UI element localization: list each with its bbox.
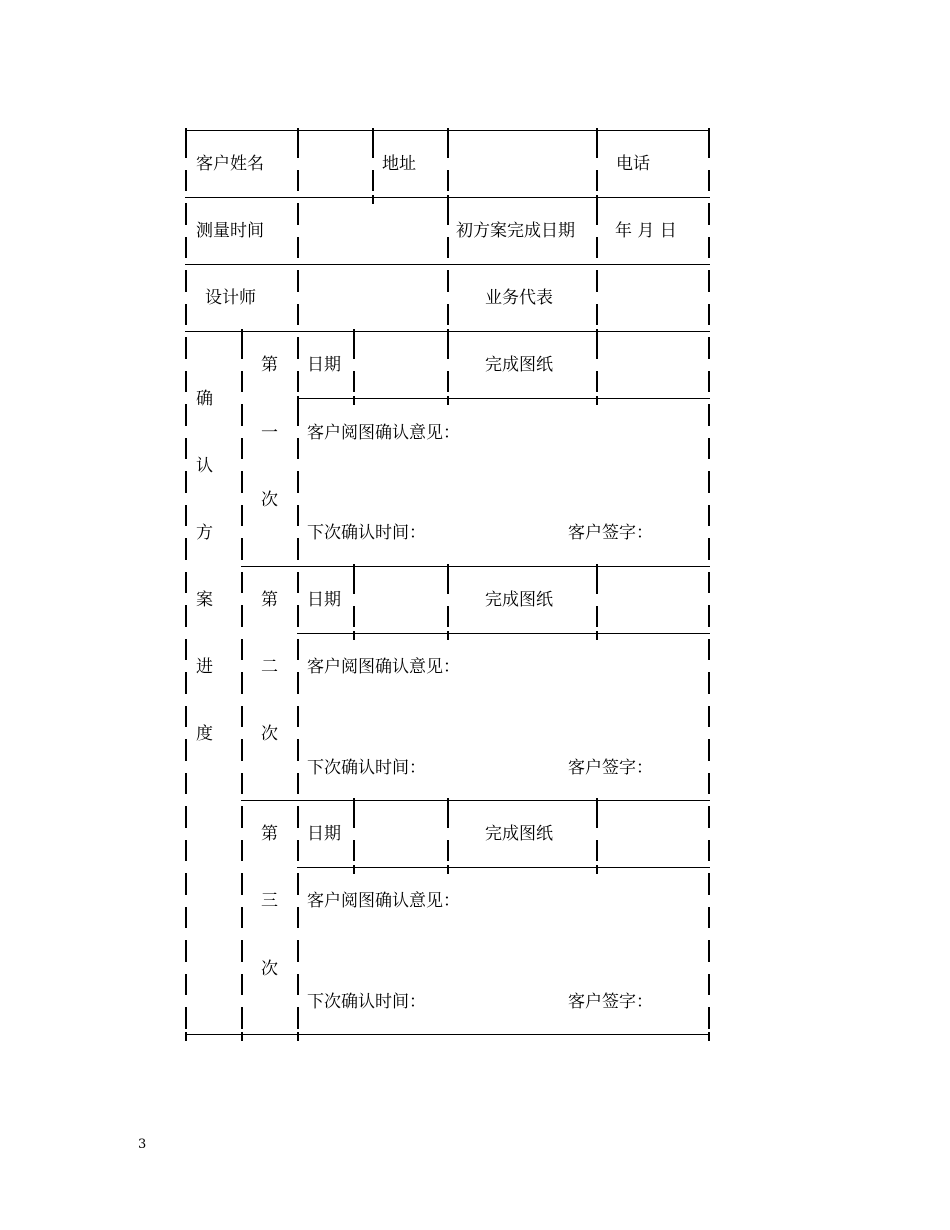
- table-rule-vertical: [596, 136, 598, 158]
- table-rule-joint: [447, 798, 449, 807]
- table-rule-vertical: [447, 270, 449, 292]
- table-rule-vertical: [596, 606, 598, 627]
- table-rule-vertical: [241, 873, 243, 895]
- table-rule-joint: [353, 396, 355, 405]
- table-rule-vertical: [241, 672, 243, 694]
- table-rule-vertical: [241, 438, 243, 459]
- table-rule-vertical: [297, 505, 299, 526]
- table-rule-joint: [353, 631, 355, 640]
- table-rule-vertical: [447, 304, 449, 325]
- table-rule-vertical: [353, 572, 355, 594]
- table-rule-joint: [447, 865, 449, 874]
- progress-label-char: 度: [196, 724, 213, 744]
- round-char: 三: [261, 891, 278, 911]
- table-rule-horizontal: [297, 633, 710, 634]
- table-rule-vertical: [708, 270, 710, 292]
- table-rule-vertical: [185, 706, 187, 727]
- table-rule-vertical: [353, 806, 355, 828]
- table-rule-vertical: [297, 739, 299, 761]
- table-rule-joint: [297, 128, 299, 137]
- table-rule-vertical: [708, 438, 710, 459]
- table-rule-vertical: [297, 639, 299, 660]
- table-rule-joint: [297, 396, 299, 405]
- table-rule-vertical: [708, 304, 710, 325]
- date-label: 日期: [307, 590, 341, 610]
- table-rule-vertical: [708, 639, 710, 660]
- table-rule-vertical: [372, 136, 374, 158]
- table-rule-vertical: [708, 203, 710, 225]
- table-rule-vertical: [297, 170, 299, 191]
- date-label: 日期: [307, 824, 341, 844]
- table-rule-vertical: [297, 136, 299, 158]
- table-rule-vertical: [241, 572, 243, 593]
- table-rule-vertical: [241, 739, 243, 761]
- table-rule-vertical: [708, 572, 710, 593]
- table-rule-vertical: [297, 237, 299, 258]
- table-rule-vertical: [185, 806, 187, 828]
- table-rule-horizontal: [185, 264, 710, 265]
- table-rule-joint: [596, 631, 598, 640]
- progress-label-char: 方: [196, 523, 213, 543]
- table-rule-vertical: [447, 840, 449, 861]
- table-rule-joint: [447, 631, 449, 640]
- table-rule-vertical: [297, 773, 299, 794]
- signature-label: 客户签字：: [568, 992, 653, 1012]
- table-rule-joint: [596, 396, 598, 405]
- table-rule-joint: [596, 195, 598, 204]
- next-time-label: 下次确认时间：: [307, 758, 426, 778]
- table-rule-joint: [596, 329, 598, 338]
- table-rule-vertical: [241, 806, 243, 828]
- table-rule-vertical: [185, 1007, 187, 1029]
- table-rule-vertical: [241, 371, 243, 392]
- opinion-label: 客户阅图确认意见：: [307, 657, 460, 677]
- next-time-label: 下次确认时间：: [307, 992, 426, 1012]
- table-rule-vertical: [185, 605, 187, 627]
- table-rule-vertical: [353, 840, 355, 861]
- table-rule-horizontal: [185, 1034, 710, 1035]
- table-rule-vertical: [241, 471, 243, 493]
- table-rule-vertical: [241, 940, 243, 962]
- progress-label-char: 确: [196, 389, 213, 409]
- table-rule-vertical: [241, 706, 243, 727]
- table-rule-vertical: [185, 270, 187, 292]
- date-label: 日期: [307, 355, 341, 375]
- table-rule-vertical: [447, 606, 449, 627]
- table-rule-vertical: [297, 940, 299, 962]
- table-rule-vertical: [185, 974, 187, 995]
- table-rule-vertical: [185, 739, 187, 761]
- table-rule-joint: [447, 564, 449, 573]
- table-rule-vertical: [596, 304, 598, 325]
- next-time-label: 下次确认时间：: [307, 523, 426, 543]
- opinion-label: 客户阅图确认意见：: [307, 891, 460, 911]
- table-rule-joint: [372, 128, 374, 137]
- round-char: 次: [261, 724, 278, 744]
- round-char: 次: [261, 490, 278, 510]
- table-rule-joint: [708, 1032, 710, 1041]
- table-rule-vertical: [708, 907, 710, 928]
- date-placeholder: 年 月 日: [615, 221, 677, 241]
- signature-label: 客户签字：: [568, 758, 653, 778]
- table-rule-vertical: [596, 371, 598, 392]
- table-rule-vertical: [596, 840, 598, 861]
- table-rule-vertical: [297, 672, 299, 694]
- table-rule-vertical: [708, 773, 710, 794]
- table-rule-vertical: [297, 572, 299, 593]
- drawing-label: 完成图纸: [485, 590, 553, 610]
- table-rule-vertical: [185, 371, 187, 392]
- table-rule-vertical: [241, 974, 243, 995]
- table-rule-joint: [447, 195, 449, 204]
- table-rule-vertical: [447, 170, 449, 191]
- round-char: 二: [261, 657, 278, 677]
- table-rule-horizontal: [241, 800, 710, 801]
- table-rule-vertical: [353, 371, 355, 392]
- table-rule-vertical: [708, 605, 710, 627]
- table-rule-vertical: [708, 170, 710, 191]
- table-rule-joint: [372, 195, 374, 204]
- table-rule-vertical: [353, 337, 355, 359]
- table-rule-vertical: [596, 270, 598, 292]
- table-rule-vertical: [241, 538, 243, 560]
- table-rule-vertical: [185, 304, 187, 325]
- table-rule-joint: [241, 329, 243, 338]
- table-rule-vertical: [708, 404, 710, 426]
- table-rule-vertical: [708, 806, 710, 828]
- table-rule-vertical: [708, 538, 710, 560]
- table-rule-vertical: [596, 237, 598, 258]
- table-rule-vertical: [447, 337, 449, 359]
- page-number: 3: [138, 1137, 147, 1152]
- table-rule-vertical: [596, 572, 598, 594]
- table-rule-vertical: [185, 136, 187, 158]
- table-rule-vertical: [297, 840, 299, 861]
- table-rule-vertical: [185, 940, 187, 962]
- table-rule-vertical: [708, 873, 710, 895]
- designer-label: 设计师: [205, 288, 256, 308]
- table-rule-vertical: [185, 337, 187, 359]
- table-rule-vertical: [185, 639, 187, 660]
- table-rule-vertical: [297, 371, 299, 392]
- table-rule-vertical: [297, 471, 299, 493]
- table-rule-vertical: [297, 337, 299, 359]
- table-rule-vertical: [241, 639, 243, 660]
- table-rule-vertical: [185, 773, 187, 794]
- table-rule-vertical: [185, 203, 187, 225]
- progress-label-char: 认: [196, 456, 213, 476]
- table-rule-joint: [297, 1032, 299, 1041]
- round-char: 次: [261, 959, 278, 979]
- table-rule-vertical: [185, 873, 187, 895]
- table-rule-vertical: [297, 538, 299, 560]
- measure-time-label: 测量时间: [196, 221, 264, 241]
- table-rule-horizontal: [241, 566, 710, 567]
- table-rule-vertical: [297, 304, 299, 325]
- table-rule-vertical: [708, 1007, 710, 1029]
- drawing-label: 完成图纸: [485, 824, 553, 844]
- table-rule-vertical: [596, 806, 598, 828]
- table-rule-horizontal: [297, 867, 710, 868]
- table-rule-vertical: [297, 270, 299, 292]
- table-rule-vertical: [447, 371, 449, 392]
- phone-label: 电话: [616, 154, 650, 174]
- table-rule-vertical: [185, 672, 187, 694]
- round-char: 第: [261, 355, 278, 375]
- table-rule-vertical: [708, 840, 710, 861]
- table-rule-vertical: [185, 572, 187, 593]
- table-rule-vertical: [708, 136, 710, 158]
- table-rule-horizontal: [297, 398, 710, 399]
- table-rule-vertical: [708, 706, 710, 727]
- table-rule-vertical: [185, 237, 187, 258]
- table-rule-joint: [185, 1032, 187, 1041]
- table-rule-vertical: [185, 907, 187, 928]
- table-rule-vertical: [297, 203, 299, 225]
- table-rule-vertical: [185, 404, 187, 426]
- table-rule-vertical: [708, 237, 710, 258]
- table-rule-joint: [353, 564, 355, 573]
- table-rule-vertical: [297, 1007, 299, 1029]
- table-rule-vertical: [297, 907, 299, 928]
- table-rule-vertical: [708, 739, 710, 761]
- table-rule-vertical: [447, 572, 449, 594]
- table-rule-vertical: [372, 170, 374, 191]
- table-rule-vertical: [708, 974, 710, 995]
- progress-label-char: 案: [196, 590, 213, 610]
- table-rule-joint: [241, 1032, 243, 1041]
- table-rule-vertical: [708, 940, 710, 962]
- table-rule-vertical: [447, 806, 449, 828]
- table-rule-vertical: [297, 438, 299, 459]
- table-rule-joint: [353, 865, 355, 874]
- table-rule-vertical: [241, 605, 243, 627]
- table-rule-joint: [185, 128, 187, 137]
- table-rule-joint: [596, 798, 598, 807]
- table-rule-vertical: [353, 606, 355, 627]
- table-rule-vertical: [708, 672, 710, 694]
- table-rule-vertical: [241, 773, 243, 794]
- table-rule-vertical: [241, 404, 243, 426]
- table-rule-joint: [353, 329, 355, 338]
- table-rule-vertical: [447, 136, 449, 158]
- table-rule-vertical: [297, 974, 299, 995]
- table-rule-vertical: [297, 706, 299, 727]
- drawing-label: 完成图纸: [485, 355, 553, 375]
- table-rule-joint: [596, 865, 598, 874]
- table-rule-joint: [708, 128, 710, 137]
- round-char: 第: [261, 590, 278, 610]
- table-rule-vertical: [185, 170, 187, 191]
- table-rule-vertical: [708, 371, 710, 392]
- initial-plan-date-label: 初方案完成日期: [456, 221, 575, 241]
- round-char: 一: [261, 423, 278, 443]
- table-rule-vertical: [241, 907, 243, 928]
- table-rule-vertical: [297, 806, 299, 828]
- table-rule-vertical: [241, 505, 243, 526]
- table-rule-joint: [596, 128, 598, 137]
- table-rule-vertical: [297, 873, 299, 895]
- table-rule-vertical: [596, 337, 598, 359]
- opinion-label: 客户阅图确认意见：: [307, 423, 460, 443]
- table-rule-vertical: [708, 505, 710, 526]
- table-rule-vertical: [708, 471, 710, 493]
- address-label: 地址: [382, 154, 416, 174]
- table-rule-joint: [447, 128, 449, 137]
- signature-label: 客户签字：: [568, 523, 653, 543]
- table-rule-vertical: [185, 471, 187, 493]
- table-rule-vertical: [185, 438, 187, 459]
- table-rule-joint: [447, 329, 449, 338]
- progress-label-char: 进: [196, 657, 213, 677]
- customer-name-label: 客户姓名: [196, 154, 264, 174]
- sales-rep-label: 业务代表: [485, 288, 553, 308]
- table-rule-vertical: [297, 605, 299, 627]
- table-rule-joint: [353, 798, 355, 807]
- table-rule-vertical: [297, 404, 299, 426]
- table-rule-vertical: [185, 840, 187, 861]
- table-rule-vertical: [185, 538, 187, 560]
- table-rule-vertical: [596, 203, 598, 225]
- table-rule-vertical: [447, 237, 449, 258]
- table-rule-vertical: [241, 1007, 243, 1029]
- table-rule-vertical: [241, 337, 243, 359]
- table-rule-joint: [596, 564, 598, 573]
- table-rule-vertical: [708, 337, 710, 359]
- table-rule-vertical: [241, 840, 243, 861]
- table-rule-vertical: [596, 170, 598, 191]
- table-rule-vertical: [185, 505, 187, 526]
- round-char: 第: [261, 824, 278, 844]
- table-rule-vertical: [447, 203, 449, 225]
- table-rule-joint: [447, 396, 449, 405]
